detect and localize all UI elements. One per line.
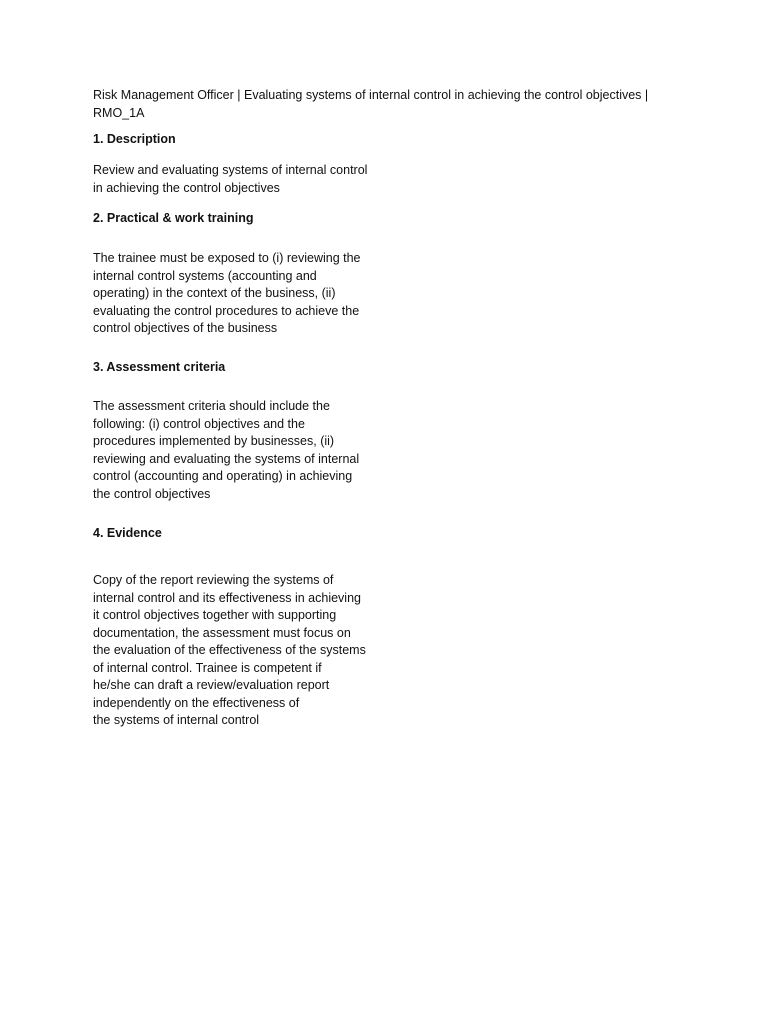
section-heading-practical-training: 2. Practical & work training: [93, 211, 254, 225]
section-body-evidence: Copy of the report reviewing the systems of internal control and its effectiveness in achieving it control objectives together with supporting documentation, the assessment must focus on the evaluation of the effectiveness of the systems of internal control. Trainee is competent if he/she can draft a review/evaluation report independently on the effectiveness of the systems of internal control: [93, 573, 366, 727]
section-body-description: Review and evaluating systems of internal control in achieving the control objectives: [93, 163, 368, 195]
section-body-assessment-criteria: The assessment criteria should include the following: (i) control objectives and the procedures implemented by businesses, (ii) reviewing and evaluating the systems of internal control (accounting and operating) in achieving the control objectives: [93, 399, 360, 501]
section-heading-evidence: 4. Evidence: [93, 526, 162, 540]
section-heading-description: 1. Description: [93, 132, 176, 146]
section-heading-assessment-criteria: 3. Assessment criteria: [93, 360, 226, 374]
document-title: Risk Management Officer | Evaluating systems of internal control in achieving the control objectives | RMO_1A: [93, 88, 649, 120]
section-body-practical-training: The trainee must be exposed to (i) reviewing the internal control systems (accounting and operating) in the context of the business, (ii) evaluating the control procedures to achieve the control objectives of the business: [93, 251, 361, 335]
